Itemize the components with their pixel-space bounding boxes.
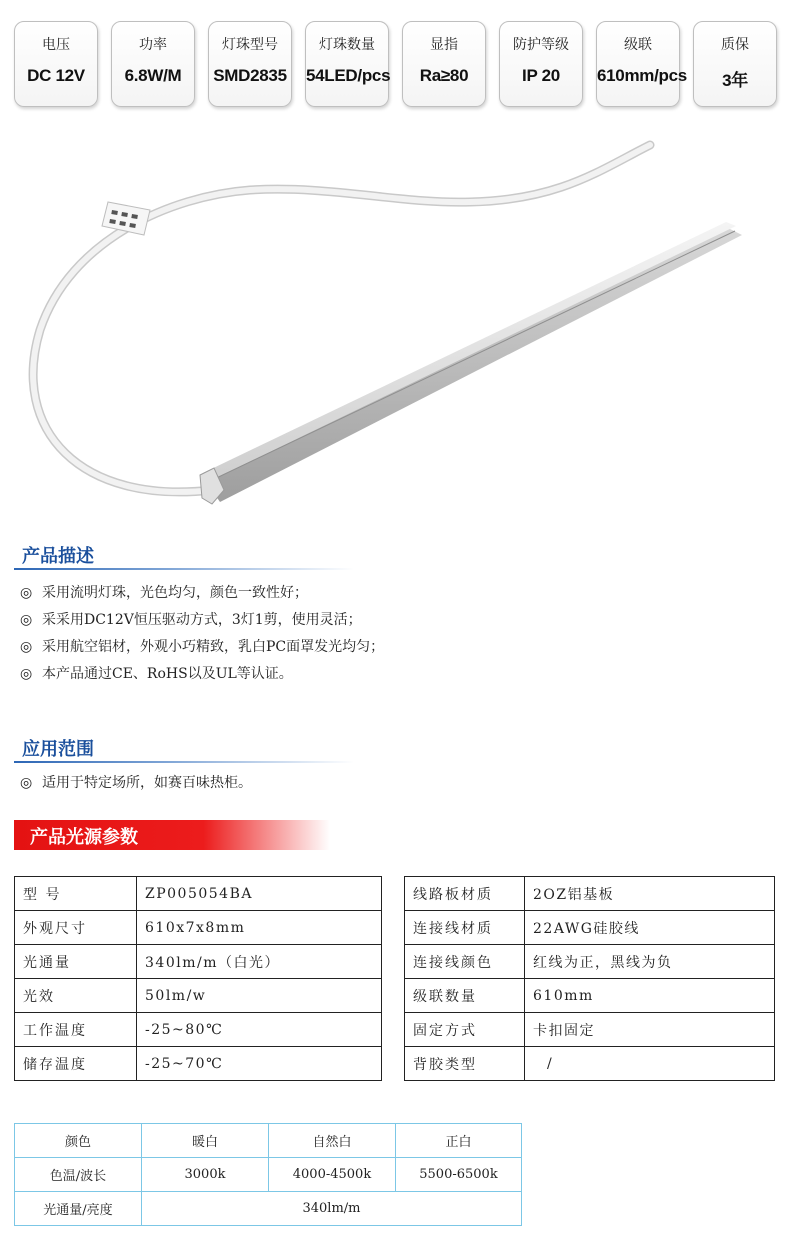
spec-cards: [14, 21, 778, 107]
list-item: ◎ 适用于特定场所，如赛百味热柜。: [20, 770, 252, 797]
spec-card-warranty: [693, 21, 777, 107]
table-row: 固定方式 卡扣固定: [405, 1013, 775, 1047]
spec-label: 显指: [430, 37, 458, 53]
spec-value: 54LED/pcs: [306, 66, 391, 85]
table-row: 级联数量 610mm: [405, 979, 775, 1013]
table-row: 连接线颜色 红线为正，黑线为负: [405, 945, 775, 979]
spec-value: 3年: [722, 71, 748, 90]
table-row: 工作温度 -25~80℃: [15, 1013, 382, 1047]
spec-value: DC 12V: [27, 66, 85, 85]
section-heading-application: [14, 733, 354, 763]
table-row: 连接线材质 22AWG硅胶线: [405, 911, 775, 945]
spec-label: 灯珠数量: [319, 37, 375, 53]
aluminium-bar: [200, 222, 742, 504]
table-row: 光通量/亮度 340lm/m: [15, 1192, 522, 1226]
section-heading-parameters: [14, 820, 330, 850]
spec-value: 6.8W/M: [124, 66, 182, 85]
spec-value: IP 20: [522, 66, 560, 85]
spec-label: 质保: [721, 37, 749, 53]
table-row: 型 号 ZP005054BA: [15, 877, 382, 911]
section-title: 应用范围: [22, 739, 94, 760]
spec-card-cascade: [596, 21, 687, 107]
list-item: ◎ 采用流明灯珠，光色均匀，颜色一致性好；: [20, 580, 384, 607]
description-list: [20, 580, 384, 688]
list-item: ◎ 采采用DC12V恒压驱动方式，3灯1剪，使用灵活；: [20, 607, 384, 634]
list-item: ◎ 本产品通过CE、RoHS以及UL等认证。: [20, 661, 384, 688]
table-row: 储存温度 -25~70℃: [15, 1047, 382, 1081]
spec-card-led-count: [305, 21, 389, 107]
table-row: 外观尺寸 610x7x8mm: [15, 911, 382, 945]
color-temp-table: [14, 1123, 522, 1226]
spec-value: 610mm/pcs: [597, 66, 687, 85]
bullet-icon: ◎: [20, 585, 33, 601]
bullet-icon: ◎: [20, 612, 33, 628]
params-table-left: [14, 876, 382, 1081]
section-divider: [14, 761, 354, 763]
product-image: [0, 130, 790, 530]
spec-label: 防护等级: [513, 37, 569, 53]
table-row: 光通量 340lm/m（白光）: [15, 945, 382, 979]
table-row: 颜色 暖白 自然白 正白: [15, 1124, 522, 1158]
application-list: [20, 770, 252, 797]
spec-card-voltage: [14, 21, 98, 107]
section-divider: [14, 568, 354, 570]
list-item: ◎ 采用航空铝材，外观小巧精致，乳白PC面罩发光均匀；: [20, 634, 384, 661]
spec-card-led-model: [208, 21, 292, 107]
spec-label: 灯珠型号: [222, 37, 278, 53]
table-row: 光效 50lm/w: [15, 979, 382, 1013]
table-row: 背胶类型 /: [405, 1047, 775, 1081]
table-row: 线路板材质 2OZ铝基板: [405, 877, 775, 911]
spec-label: 级联: [624, 37, 652, 53]
section-title: 产品光源参数: [30, 827, 138, 848]
section-heading-description: [14, 540, 354, 570]
cable-tag: [102, 202, 150, 235]
spec-card-power: [111, 21, 195, 107]
spec-label: 功率: [139, 37, 167, 53]
spec-label: 电压: [42, 37, 70, 53]
section-title: 产品描述: [22, 546, 94, 567]
spec-value: Ra≥80: [419, 66, 469, 85]
bullet-icon: ◎: [20, 775, 33, 791]
bullet-icon: ◎: [20, 666, 33, 682]
params-table-right: [404, 876, 775, 1081]
spec-card-ip-rating: [499, 21, 583, 107]
spec-value: SMD2835: [213, 66, 287, 85]
spec-card-cri: [402, 21, 486, 107]
bullet-icon: ◎: [20, 639, 33, 655]
table-row: 色温/波长 3000k 4000-4500k 5500-6500k: [15, 1158, 522, 1192]
